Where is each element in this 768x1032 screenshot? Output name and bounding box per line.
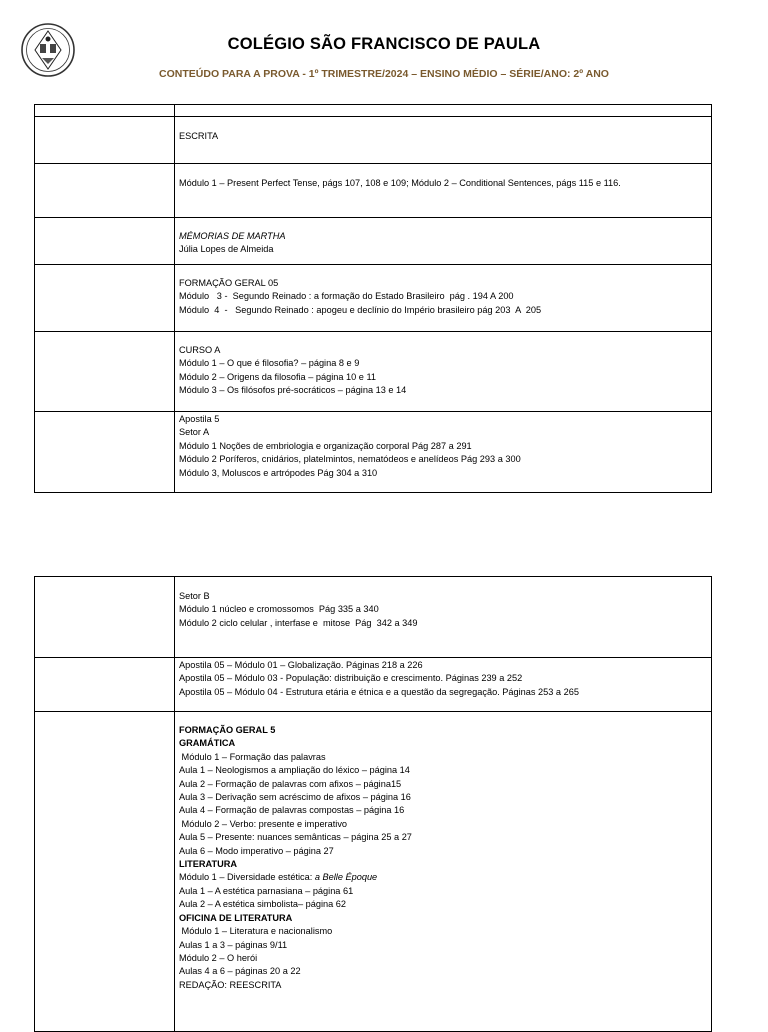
- content-line: Apostila 05 – Módulo 04 - Estrutura etária e étnica e a questão da segregação. Páginas 253 a 265: [179, 686, 579, 697]
- content-line: Módulo 3 – Os filósofos pré-socráticos – página 13 e 14: [179, 385, 407, 396]
- content-line: Aula 6 – Modo imperativo – página 27: [179, 845, 334, 856]
- content-line: Módulo 2 Poríferos, cnidários, platelmintos, nematódeos e anelídeos Pág 293 a 300: [179, 454, 521, 465]
- content-line: Módulo 4 - Segundo Reinado : apogeu e declínio do Império brasileiro pág 203 A 205: [179, 304, 542, 315]
- content-line-italic: a Belle Époque: [314, 872, 378, 883]
- content-line: Aula 1 – Neologismos a ampliação do léxico – página 14: [179, 765, 410, 776]
- table-row: [35, 164, 712, 218]
- page-subtitle: CONTEÚDO PARA A PROVA - 1º TRIMESTRE/2024 – ENSINO MÉDIO – SÉRIE/ANO: 2º ANO: [159, 68, 609, 80]
- content-line: Módulo 1 – Formação das palavras: [179, 751, 326, 762]
- table-header-row: [35, 105, 712, 117]
- content-line: Aula 1 – A estética parnasiana – página 61: [179, 885, 354, 896]
- content-line: Módulo 3 - Segundo Reinado : a formação do Estado Brasileiro pág . 194 A 200: [179, 291, 514, 302]
- content-cell: [175, 265, 712, 332]
- content-cell: [175, 164, 712, 218]
- content-line: GRAMÁTICA: [179, 738, 236, 749]
- content-line: Módulo 1 – Present Perfect Tense, págs 107, 108 e 109; Módulo 2 – Conditional Sentences, págs 115 e 116.: [179, 178, 621, 188]
- content-line: MÉMORIAS DE MARTHA: [179, 231, 286, 241]
- content-line: Aulas 1 a 3 – páginas 9/11: [179, 939, 288, 950]
- content-table-2: [34, 576, 712, 1032]
- content-line: Setor B: [179, 591, 210, 601]
- content-line: ESCRITA: [179, 131, 219, 141]
- content-line: Apostila 5: [179, 414, 220, 424]
- content-line: Módulo 2 ciclo celular , interfase e mitose Pág 342 a 349: [179, 617, 418, 628]
- content-line: Júlia Lopes de Almeida: [179, 244, 274, 255]
- table-cell: [35, 105, 175, 117]
- content-cell: [175, 218, 712, 265]
- content-line: [179, 871, 707, 884]
- table-row: [35, 577, 712, 658]
- content-cell: [175, 117, 712, 164]
- content-line: Apostila 05 – Módulo 01 – Globalização. Páginas 218 a 226: [179, 660, 423, 670]
- subject-cell: [35, 265, 175, 332]
- subject-cell: [35, 712, 175, 1032]
- content-line: Módulo 2 – O herói: [179, 952, 258, 963]
- content-line: Módulo 1 – Literatura e nacionalismo: [179, 926, 333, 937]
- content-cell: [175, 712, 712, 1032]
- content-cell: [175, 332, 712, 412]
- subject-cell: [35, 412, 175, 493]
- content-line: REDAÇÃO: REESCRITA: [179, 979, 282, 990]
- table-row: [35, 712, 712, 1032]
- content-line: Aulas 4 a 6 – páginas 20 a 22: [179, 966, 301, 977]
- table-cell: [175, 105, 712, 117]
- content-line: Módulo 1 núcleo e cromossomos Pág 335 a 340: [179, 604, 379, 615]
- content-line: Módulo 1 – O que é filosofia? – página 8 e 9: [179, 358, 360, 369]
- content-line: Setor A: [179, 427, 210, 438]
- subject-cell: [35, 164, 175, 218]
- table-row: [35, 332, 712, 412]
- content-line: Módulo 2 – Origens da filosofia – página 10 e 11: [179, 371, 376, 382]
- content-line: LITERATURA: [179, 859, 238, 870]
- content-line-text: Módulo 1 – Diversidade estética:: [179, 872, 315, 883]
- subject-cell: [35, 658, 175, 712]
- content-line: Módulo 2 – Verbo: presente e imperativo: [179, 818, 348, 829]
- content-line: Módulo 1 Noções de embriologia e organização corporal Pág 287 a 291: [179, 440, 472, 451]
- content-line: CURSO A: [179, 345, 221, 355]
- subject-cell: [35, 577, 175, 658]
- subject-cell: [35, 218, 175, 265]
- table-row: [35, 265, 712, 332]
- content-line: Aula 4 – Formação de palavras compostas – página 16: [179, 805, 405, 816]
- page-title: COLÉGIO SÃO FRANCISCO DE PAULA: [227, 35, 541, 53]
- subject-cell: [35, 117, 175, 164]
- table-row: [35, 658, 712, 712]
- content-line: OFICINA DE LITERATURA: [179, 912, 293, 923]
- content-table-1: [34, 104, 712, 493]
- content-cell: [175, 412, 712, 493]
- content-line: Apostila 05 – Módulo 03 - População: distribuição e crescimento. Páginas 239 a 252: [179, 673, 523, 684]
- content-line: Aula 2 – Formação de palavras com afixos – página15: [179, 778, 402, 789]
- content-cell: [175, 658, 712, 712]
- content-line: Módulo 3, Moluscos e artrópodes Pág 304 a 310: [179, 467, 378, 478]
- content-line: FORMAÇÃO GERAL 05: [179, 278, 279, 288]
- table-row: [35, 117, 712, 164]
- table-row: [35, 412, 712, 493]
- content-line: Aula 5 – Presente: nuances semânticas – página 25 a 27: [179, 832, 412, 843]
- subject-cell: [35, 332, 175, 412]
- table-row: [35, 218, 712, 265]
- content-line: Aula 2 – A estética simbolista– página 62: [179, 899, 347, 910]
- content-line: Aula 3 – Derivação sem acréscimo de afixos – página 16: [179, 792, 411, 803]
- content-line: FORMAÇÃO GERAL 5: [179, 725, 276, 735]
- content-cell: [175, 577, 712, 658]
